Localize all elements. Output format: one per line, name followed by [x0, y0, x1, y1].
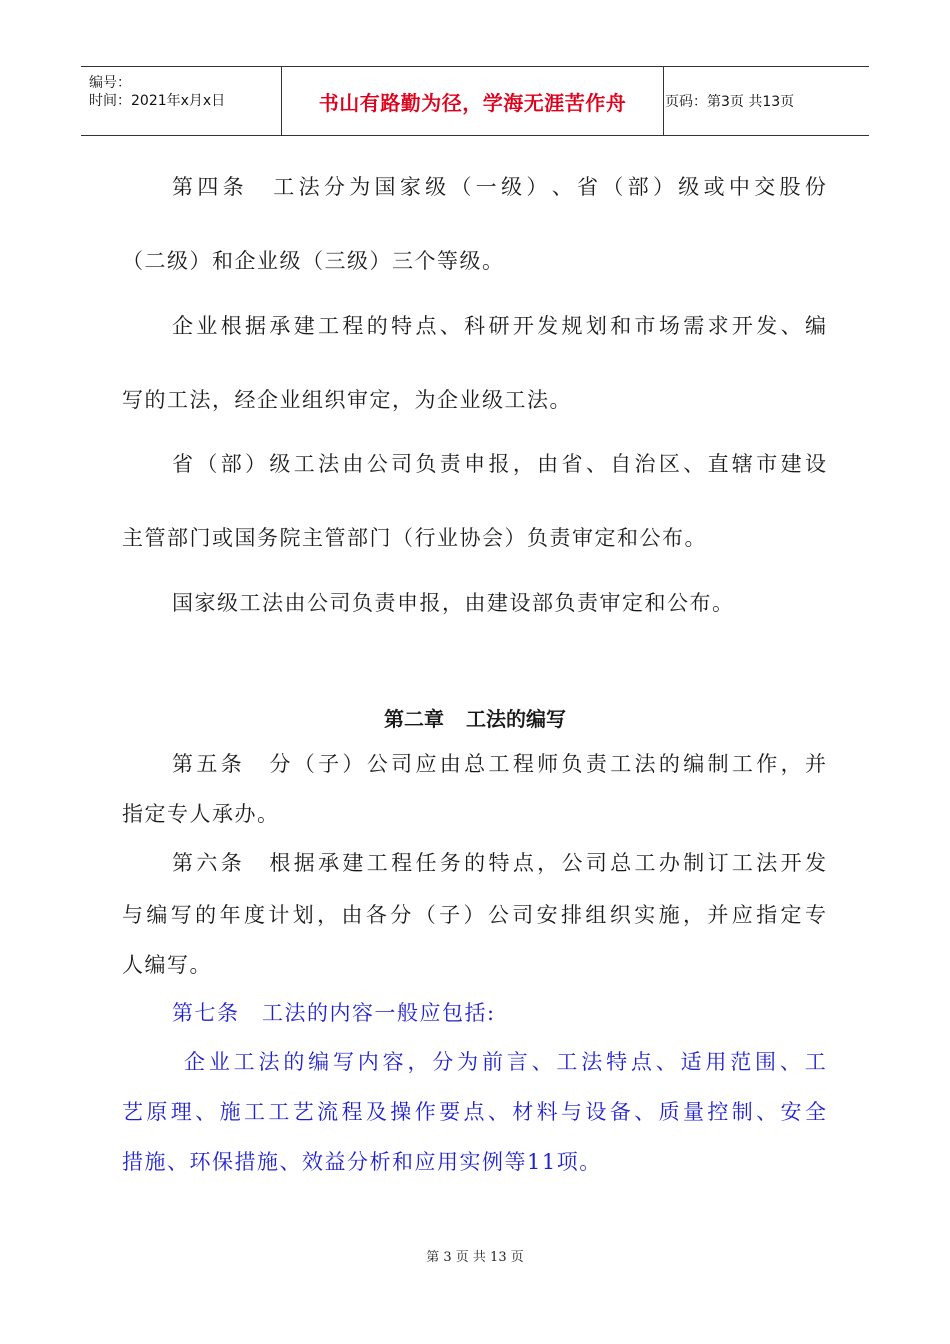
article7-line2: 企 业 工 法 的 编 写 内 容 ， 分 为 前 言 、 工 法 特 点 、 适 用 范 围 、 工: [184, 1050, 826, 1074]
page-footer: 第 3 页 共 13 页: [426, 1250, 524, 1265]
article4-line2: （二级）和企业级（三级）三个等级。: [122, 249, 505, 273]
article5-line1: 第 五 条 分 （ 子 ） 公 司 应 由 总 工 程 师 负 责 工 法 的 编 制 工 作 ， 并: [172, 752, 826, 776]
article7-line1: 第七条 工法的内容一般应包括:: [172, 1001, 496, 1025]
date-label: 时间：2021年x月x日: [89, 93, 226, 109]
enterprise-line1: 企 业 根 据 承 建 工 程 的 特 点 、 科 研 开 发 规 划 和 市 场 需 求 开 发 、 编: [172, 314, 826, 338]
article4-line1: 第 四 条 工 法 分 为 国 家 级 （ 一 级 ） 、 省 （ 部 ） 级 或 中 交 股 份: [172, 175, 826, 199]
page-info: 页码：第3页 共13页: [665, 94, 795, 110]
province-line1: 省 （ 部 ） 级 工 法 由 公 司 负 责 申 报 ， 由 省 、 自 治 区 、 直 辖 市 建 设: [172, 452, 826, 476]
article6-line3: 人编写。: [122, 953, 212, 977]
header-motto: 书山有路勤为径，学海无涯苦作舟: [318, 90, 627, 115]
article5-line2: 指定专人承办。: [122, 802, 280, 826]
chapter-number: 第二章: [384, 707, 444, 731]
header-divider: [663, 67, 664, 135]
article7-line3: 艺 原 理 、 施 工 工 艺 流 程 及 操 作 要 点 、 材 料 与 设 备 、 质 量 控 制 、 安 全: [122, 1100, 826, 1124]
province-line2: 主管部门或国务院主管部门（行业协会）负责审定和公布。: [122, 526, 707, 550]
enterprise-line2: 写的工法，经企业组织审定，为企业级工法。: [122, 388, 572, 412]
chapter-name: 工法的编写: [466, 707, 566, 731]
header-meta: [89, 74, 225, 110]
page-header: [81, 66, 869, 136]
article7-line4: 措施、环保措施、效益分析和应用实例等11项。: [122, 1150, 602, 1174]
article6-line2: 与 编 写 的 年 度 计 划 ， 由 各 分 （ 子 ） 公 司 安 排 组 织 实 施 ， 并 应 指 定 专: [122, 903, 826, 927]
national-paragraph: 国家级工法由公司负责申报，由建设部负责审定和公布。: [172, 591, 735, 615]
number-label: 编号：: [89, 75, 131, 91]
article6-line1: 第 六 条 根 据 承 建 工 程 任 务 的 特 点 ， 公 司 总 工 办 制 订 工 法 开 发: [172, 851, 826, 875]
chapter-title: [0, 703, 950, 732]
